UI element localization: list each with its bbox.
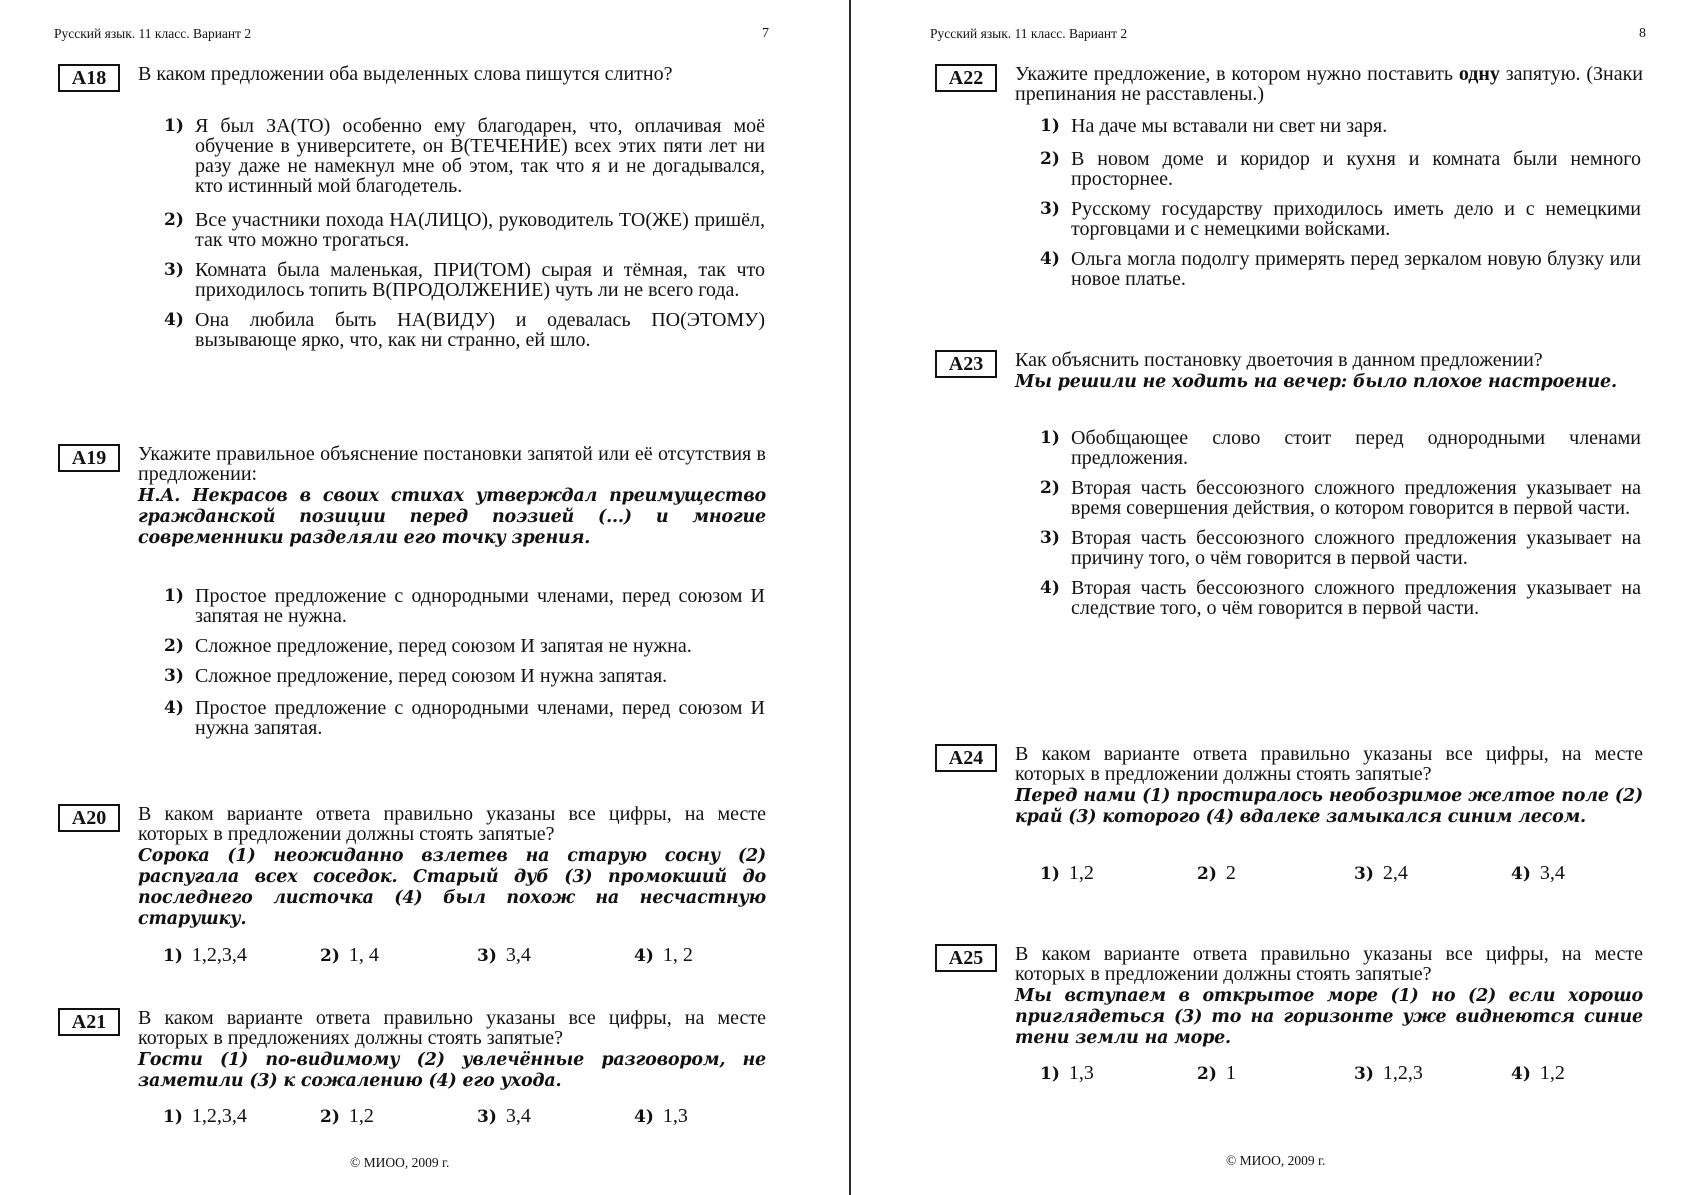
page-header: Русский язык. 11 класс. Вариант 2 <box>54 26 252 41</box>
answer-1: 1) 1,2 <box>1040 862 1094 884</box>
question-code: А22 <box>935 64 997 92</box>
answer-row <box>1040 862 1640 884</box>
question-prompt: Как объяснить постановку двоеточия в данном предложении? <box>1015 349 1543 371</box>
answer-1: 1) 1,3 <box>1040 1062 1094 1084</box>
question-prompt-block <box>138 804 766 930</box>
option-4: 4) Вторая часть бессоюзного сложного предложения указывает на следствие того, о чём говорится в первой части. <box>1040 577 1641 619</box>
question-code: А23 <box>935 350 997 378</box>
example-sentence: Мы вступаем в открытое море (1) но (2) если хорошо приглядеться (3) то на горизонте уже виднеются синие тени земли на море. <box>1015 986 1643 1048</box>
page-right <box>853 0 1700 1195</box>
question-code: А21 <box>58 1008 120 1036</box>
example-sentence: Н.А. Некрасов в своих стихах утверждал преимущество гражданской позиции перед поэзией (...) и многие современники разделяли его точку зрения. <box>138 486 766 548</box>
option-3: 3) Комната была маленькая, ПРИ(ТОМ) сырая и тёмная, так что приходилось топить В(ПРОДОЛЖЕНИЕ) чуть ли не всего года. <box>164 259 765 301</box>
page-number: 8 <box>1639 26 1646 41</box>
option-1: 1) На даче мы вставали ни свет ни заря. <box>1040 115 1388 137</box>
answer-row <box>163 944 763 966</box>
question-code: А25 <box>935 944 997 972</box>
example-sentence: Перед нами (1) простиралось необозримое желтое поле (2) край (3) которого (4) вдалеке замыкался синим лесом. <box>1015 786 1643 827</box>
question-prompt-block <box>1015 744 1643 828</box>
question-prompt-block <box>138 1008 766 1092</box>
question-prompt: В каком варианте ответа правильно указаны все цифры, на месте которых в предложении должны стоять запятые? <box>138 803 766 845</box>
option-3: 3) Сложное предложение, перед союзом И нужна запятая. <box>164 665 668 687</box>
answer-4: 4) 1, 2 <box>634 944 693 966</box>
question-prompt-block <box>1015 944 1643 1049</box>
option-1: 1) Простое предложение с однородными членами, перед союзом И запятая не нужна. <box>164 585 765 627</box>
answer-2: 2) 1,2 <box>320 1105 374 1127</box>
answer-row <box>1040 1062 1640 1084</box>
question-code: А18 <box>58 64 120 92</box>
options-list <box>164 585 765 739</box>
option-3: 3) Вторая часть бессоюзного сложного предложения указывает на причину того, о чём говорится в первой части. <box>1040 527 1641 569</box>
page-footer: © МИОО, 2009 г. <box>350 1155 450 1170</box>
answer-4: 4) 3,4 <box>1511 862 1565 884</box>
answer-row <box>163 1105 763 1127</box>
options-list <box>1040 115 1641 290</box>
option-2: 2) Все участники похода НА(ЛИЦО), руководитель ТО(ЖЕ) пришёл, так что можно трогаться. <box>164 209 765 251</box>
option-3: 3) Русскому государству приходилось иметь дело и с немецкими торговцами и с немецкими войсками. <box>1040 198 1641 240</box>
question-prompt: В каком предложении оба выделенных слова пишутся слитно? <box>138 63 673 85</box>
answer-4: 4) 1,3 <box>634 1105 688 1127</box>
example-sentence: Сорока (1) неожиданно взлетев на старую сосну (2) распугала всех соседок. Старый дуб (3) промокший до последнего листочка (4) был похож на несчастную старушку. <box>138 846 766 929</box>
option-2: 2) В новом доме и коридор и кухня и комната были немного просторнее. <box>1040 148 1641 190</box>
question-prompt: В каком варианте ответа правильно указаны все цифры, на месте которых в предложении должны стоять запятые? <box>1015 743 1643 785</box>
answer-1: 1) 1,2,3,4 <box>163 944 247 966</box>
answer-4: 4) 1,2 <box>1511 1062 1565 1084</box>
answer-2: 2) 1, 4 <box>320 944 379 966</box>
question-prompt: Укажите предложение, в котором нужно поставить одну запятую. (Знаки препинания не расставлены.) <box>1015 63 1644 105</box>
answer-3: 3) 3,4 <box>477 1105 531 1127</box>
options-list <box>1040 427 1641 619</box>
answer-3: 3) 3,4 <box>477 944 531 966</box>
option-2: 2) Вторая часть бессоюзного сложного предложения указывает на время совершения действия, о котором говорится в первой части. <box>1040 477 1641 519</box>
answer-2: 2) 1 <box>1197 1062 1236 1084</box>
answer-3: 3) 2,4 <box>1354 862 1408 884</box>
answer-3: 3) 1,2,3 <box>1354 1062 1423 1084</box>
page-number: 7 <box>762 26 769 41</box>
page-footer: © МИОО, 2009 г. <box>1226 1153 1326 1168</box>
question-code: А19 <box>58 444 120 472</box>
options-list <box>164 115 765 351</box>
option-2: 2) Сложное предложение, перед союзом И запятая не нужна. <box>164 635 692 657</box>
question-prompt-block <box>1015 350 1643 393</box>
answer-1: 1) 1,2,3,4 <box>163 1105 247 1127</box>
example-sentence: Мы решили не ходить на вечер: было плохое настроение. <box>1015 372 1617 392</box>
question-prompt: В каком варианте ответа правильно указаны все цифры, на месте которых в предложениях должны стоять запятые? <box>138 1007 766 1049</box>
page-divider <box>849 0 851 1195</box>
question-prompt-block <box>138 444 766 549</box>
question-code: А24 <box>935 744 997 772</box>
option-4: 4) Простое предложение с однородными членами, перед союзом И нужна запятая. <box>164 697 765 739</box>
question-code: А20 <box>58 804 120 832</box>
example-sentence: Гости (1) по-видимому (2) увлечённые разговором, не заметили (3) к сожалению (4) его ухода. <box>138 1050 766 1091</box>
option-4: 4) Ольга могла подолгу примерять перед зеркалом новую блузку или новое платье. <box>1040 248 1641 290</box>
emphasis-word: одну <box>1458 63 1500 85</box>
page-header: Русский язык. 11 класс. Вариант 2 <box>930 26 1128 41</box>
answer-2: 2) 2 <box>1197 862 1236 884</box>
option-1: 1) Обобщающее слово стоит перед однородными членами предложения. <box>1040 427 1641 469</box>
question-prompt: Укажите правильное объяснение постановки запятой или её отсутствия в предложении: <box>138 443 766 485</box>
option-1: 1) Я был ЗА(ТО) особенно ему благодарен, что, оплачивая моё обучение в университете, он В(ТЕЧЕНИЕ) всех этих пяти лет ни разу даже не намекнул мне об этом, так что я и не догадывался, кто истинный мой благодетель. <box>164 115 765 197</box>
question-prompt: В каком варианте ответа правильно указаны все цифры, на месте которых в предложении должны стоять запятые? <box>1015 943 1643 985</box>
option-4: 4) Она любила быть НА(ВИДУ) и одевалась ПО(ЭТОМУ) вызывающе ярко, что, как ни странно, ей шло. <box>164 309 765 351</box>
